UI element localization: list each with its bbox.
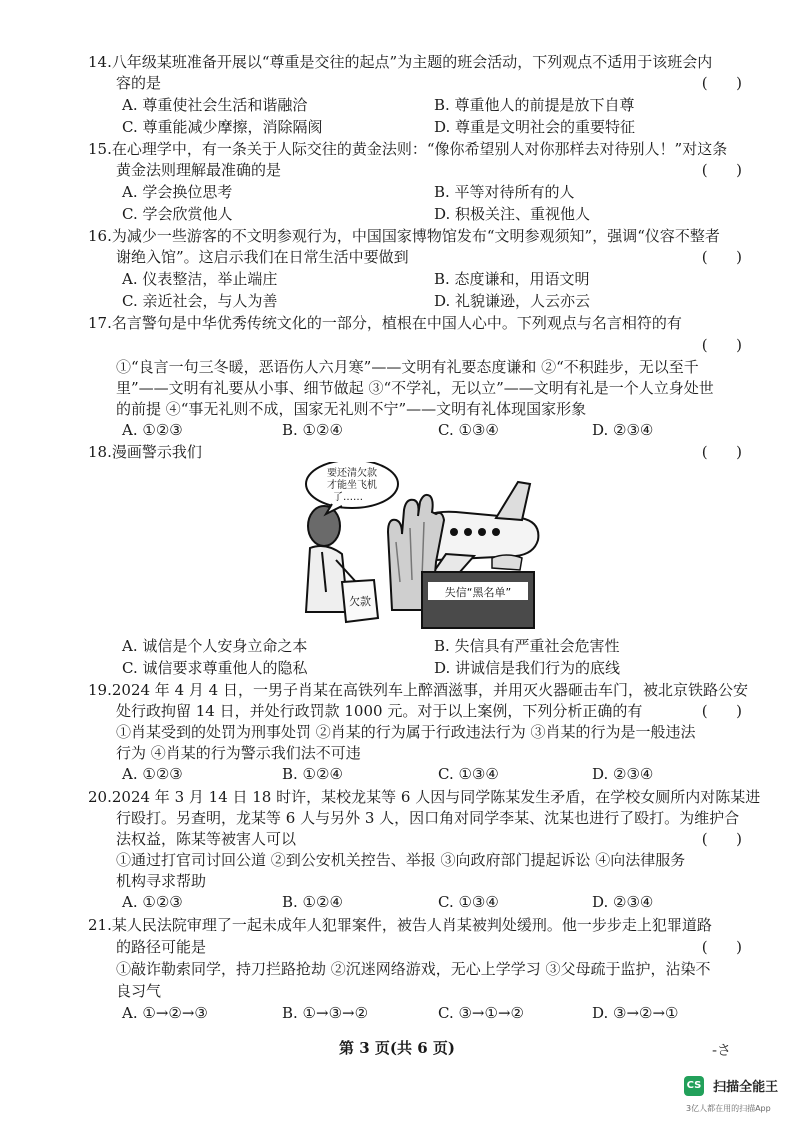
q19-option-a: A. ①②③	[122, 765, 183, 783]
blacklist-sign	[422, 572, 534, 628]
blacklist-label: 失信“黑名单”	[444, 586, 512, 599]
q21-answer-paren: ( )	[701, 938, 742, 956]
q18-option-d: D. 讲诚信是我们行为的底线	[434, 659, 621, 677]
q18-stem: 18.漫画警示我们	[88, 443, 202, 461]
q20-body-2: 机构寻求帮助	[116, 872, 207, 890]
q17-option-a: A. ①②③	[122, 421, 183, 439]
q20-option-d: D. ②③④	[592, 893, 654, 911]
q21-stem-2: 的路径可能是	[116, 938, 207, 956]
q19-option-c: C. ①③④	[438, 765, 499, 783]
debt-bag-label: 欠款	[349, 595, 371, 608]
credit-blacklist-cartoon	[296, 462, 546, 634]
bubble-line-3: 了……	[333, 492, 363, 503]
q17-option-c: C. ①③④	[438, 421, 499, 439]
q16-stem-2: 谢绝入馆”。这启示我们在日常生活中要做到	[116, 248, 409, 266]
q21-option-b: B. ①→③→②	[282, 1004, 369, 1022]
scanner-brand-name: 扫描全能王	[713, 1080, 779, 1095]
q20-option-c: C. ①③④	[438, 893, 499, 911]
q14-option-b: B. 尊重他人的前提是放下自尊	[434, 96, 635, 114]
q19-option-b: B. ①②④	[282, 765, 343, 783]
q21-option-d: D. ③→②→①	[592, 1004, 679, 1022]
q19-body-1: ①肖某受到的处罚为刑事处罚 ②肖某的行为属于行政违法行为 ③肖某的行为是一般违法	[116, 723, 696, 741]
q21-body-1: ①敲诈勒索同学，持刀拦路抢劫 ②沉迷网络游戏，无心上学学习 ③父母疏于监护，沾染不	[116, 960, 711, 978]
debt-bag	[342, 580, 378, 622]
q20-answer-paren: ( )	[701, 830, 742, 848]
q18-option-a: A. 诚信是个人安身立命之本	[122, 637, 308, 655]
q18-option-c: C. 诚信要求尊重他人的隐私	[122, 659, 308, 677]
handwritten-mark: -さ	[712, 1043, 732, 1059]
q16-answer-paren: ( )	[701, 248, 742, 266]
q20-stem-2: 行殴打。另查明，龙某等 6 人与另外 3 人，因口角对同学李某、沈某也进行了殴打。为维护合	[116, 809, 740, 827]
q16-option-c: C. 亲近社会，与人为善	[122, 292, 278, 310]
q16-option-a: A. 仪表整洁，举止端庄	[122, 270, 278, 288]
scanner-watermark	[684, 1075, 778, 1096]
q18-option-b: B. 失信具有严重社会危害性	[434, 637, 620, 655]
q14-answer-paren: ( )	[701, 74, 742, 92]
q20-option-b: B. ①②④	[282, 893, 343, 911]
q17-option-d: D. ②③④	[592, 421, 654, 439]
q19-answer-paren: ( )	[701, 702, 742, 720]
q18-answer-paren: ( )	[701, 443, 742, 461]
q14-stem-2: 容的是	[116, 74, 162, 92]
q15-stem-2: 黄金法则理解最准确的是	[116, 161, 282, 179]
q16-option-d: D. 礼貌谦逊，人云亦云	[434, 292, 591, 310]
camscanner-logo-icon: CS	[684, 1076, 704, 1096]
q21-stem-1: 21.某人民法院审理了一起未成年人犯罪案件，被告人肖某被判处缓刑。他一步步走上犯罪道路	[88, 916, 712, 934]
q20-body-1: ①通过打官司讨回公道 ②到公安机关控告、举报 ③向政府部门提起诉讼 ④向法律服务	[116, 851, 686, 869]
q20-stem-3: 法权益，陈某等被害人可以	[116, 830, 297, 848]
q17-answer-paren: ( )	[701, 336, 742, 354]
q17-body-1: ①“良言一句三冬暖，恶语伤人六月寒”——文明有礼要态度谦和 ②“不积跬步，无以至千	[116, 358, 699, 376]
q17-stem-1: 17.名言警句是中华优秀传统文化的一部分，植根在中国人心中。下列观点与名言相符的有	[88, 314, 682, 332]
q15-option-a: A. 学会换位思考	[122, 183, 233, 201]
q20-option-a: A. ①②③	[122, 893, 183, 911]
q19-option-d: D. ②③④	[592, 765, 654, 783]
q15-answer-paren: ( )	[701, 161, 742, 179]
q14-option-c: C. 尊重能减少摩擦，消除隔阂	[122, 118, 323, 136]
q20-stem-1: 20.2024 年 3 月 14 日 18 时许，某校龙某等 6 人因与同学陈某发生矛盾，在学校女厕所内对陈某进	[88, 788, 761, 806]
q16-option-b: B. 态度谦和，用语文明	[434, 270, 590, 288]
page-number: 第 3 页(共 6 页)	[339, 1039, 455, 1057]
q15-option-b: B. 平等对待所有的人	[434, 183, 575, 201]
q14-option-a: A. 尊重使社会生活和谐融洽	[122, 96, 308, 114]
q14-option-d: D. 尊重是文明社会的重要特征	[434, 118, 636, 136]
q16-stem-1: 16.为减少一些游客的不文明参观行为，中国国家博物馆发布“文明参观须知”，强调“仪容不整者	[88, 227, 720, 245]
q14-stem-1: 14.八年级某班准备开展以“尊重是交往的起点”为主题的班会活动，下列观点不适用于该班会内	[88, 53, 713, 71]
q21-body-2: 良习气	[116, 982, 162, 1000]
q15-option-c: C. 学会欣赏他人	[122, 205, 233, 223]
q17-body-2: 里”——文明有礼要从小事、细节做起 ③“不学礼，无以立”——文明有礼是一个人立身处世	[116, 379, 714, 397]
q19-stem-2: 处行政拘留 14 日，并处行政罚款 1000 元。对于以上案例，下列分析正确的有	[116, 702, 643, 720]
q15-option-d: D. 积极关注、重视他人	[434, 205, 591, 223]
q15-stem-1: 15.在心理学中，有一条关于人际交往的黄金法则：“像你希望别人对你那样去对待别人！”对这条	[88, 140, 728, 158]
bubble-line-2: 才能坐飞机	[327, 480, 377, 491]
scanner-tagline: 3亿人都在用的扫描App	[686, 1104, 771, 1113]
q17-body-3: 的前提 ④“事无礼则不成，国家无礼则不宁”——文明有礼体现国家形象	[116, 400, 587, 418]
q19-body-2: 行为 ④肖某的行为警示我们法不可违	[116, 744, 361, 762]
q17-option-b: B. ①②④	[282, 421, 343, 439]
bubble-line-1: 要还清欠款	[327, 468, 377, 479]
q21-option-c: C. ③→①→②	[438, 1004, 524, 1022]
q19-stem-1: 19.2024 年 4 月 4 日，一男子肖某在高铁列车上醉酒滋事，并用灭火器砸击车门，被北京铁路公安	[88, 681, 748, 699]
q21-option-a: A. ①→②→③	[122, 1004, 208, 1022]
